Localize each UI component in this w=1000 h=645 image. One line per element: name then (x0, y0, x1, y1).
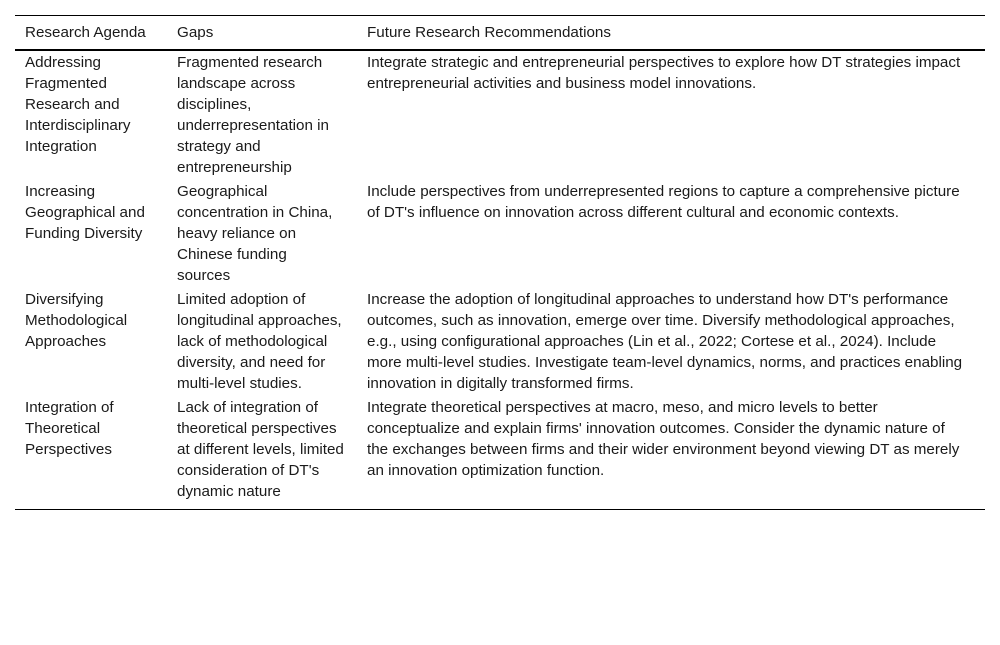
cell-recommendations: Integrate theoretical perspectives at macro, meso, and micro levels to better conceptualize and explain firms' innovation outcomes. Consider the dynamic nature of the exchanges between firms and their wider environment beyond viewing DT as merely an innovation optimization function. (367, 399, 960, 479)
cell-gaps: Lack of integration of theoretical perspectives at different levels, limited consideration of DT's dynamic nature (177, 399, 344, 500)
cell-agenda: Diversifying Methodological Approaches (25, 291, 128, 350)
cell-agenda: Increasing Geographical and Funding Diversity (25, 183, 145, 242)
cell-agenda: Integration of Theoretical Perspectives (25, 399, 114, 458)
cell-recommendations: Increase the adoption of longitudinal approaches to understand how DT's performance outcomes, such as innovation, emerge over time. Diversify methodological approaches, e.g., using configurational approaches (Lin et al., 2022; Cortese et al., 2024). Include more multi-level studies. Investigate team-level dynamics, norms, and practices enabling innovation in digitally transformed firms. (367, 291, 963, 392)
cell-gaps: Geographical concentration in China, heavy reliance on Chinese funding sources (177, 183, 333, 284)
table-header (15, 16, 985, 51)
header-row (15, 16, 985, 51)
header-gaps: Gaps (177, 24, 214, 41)
header-research-agenda: Research Agenda (25, 24, 146, 41)
cell-recommendations: Include perspectives from underrepresented regions to capture a comprehensive picture of DT's influence on innovation across different cultural and economic contexts. (367, 183, 960, 221)
cell-agenda: Addressing Fragmented Research and Interdisciplinary Integration (25, 54, 131, 155)
table-row (15, 395, 985, 510)
table-row (15, 287, 985, 395)
cell-gaps: Fragmented research landscape across disciplines, underrepresentation in strategy and entrepreneurship (177, 54, 329, 176)
table-body (15, 50, 985, 510)
research-agenda-table-container (15, 15, 985, 510)
cell-recommendations: Integrate strategic and entrepreneurial perspectives to explore how DT strategies impact entrepreneurial activities and business model innovations. (367, 54, 961, 92)
cell-gaps: Limited adoption of longitudinal approaches, lack of methodological diversity, and need for multi-level studies. (177, 291, 342, 392)
table-row (15, 179, 985, 287)
research-agenda-table (15, 15, 985, 510)
table-row (15, 50, 985, 179)
header-recommendations: Future Research Recommendations (367, 24, 611, 41)
